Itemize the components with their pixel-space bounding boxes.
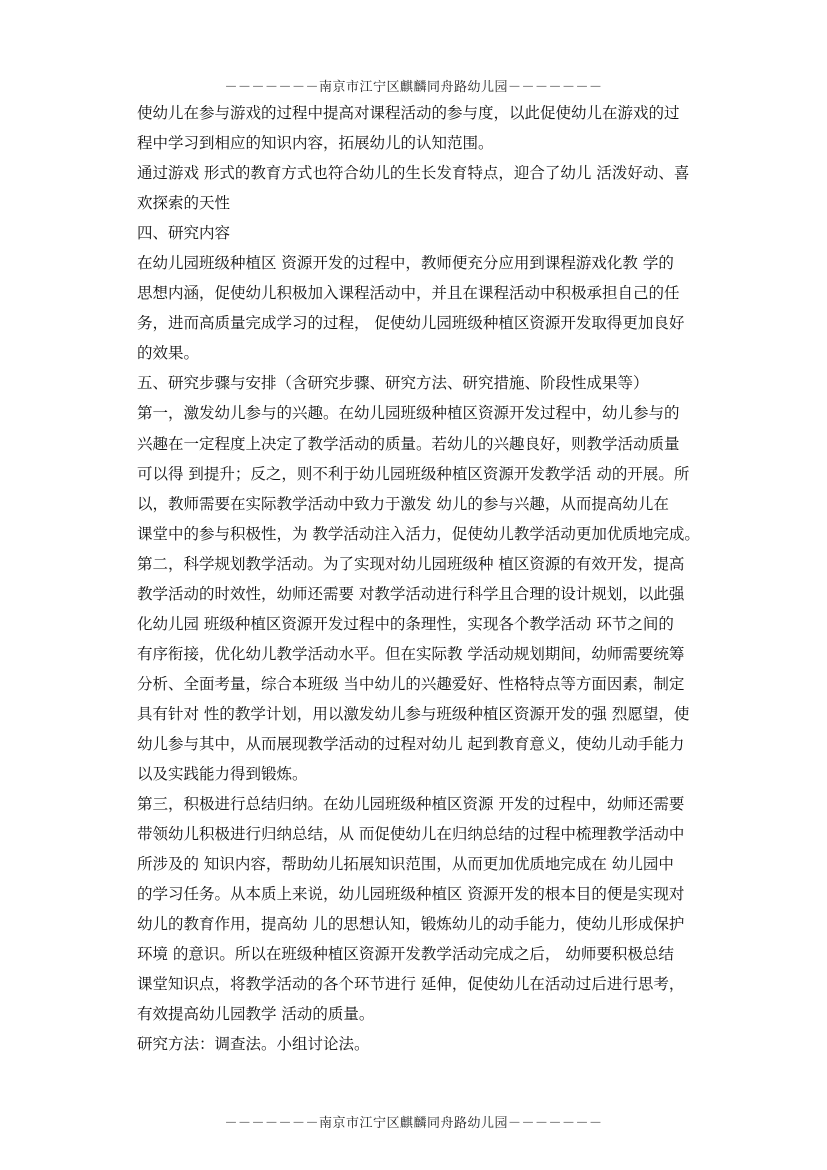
text-line: 的效果。 (137, 344, 200, 363)
text-line: 兴趣在一定程度上决定了教学活动的质量。若幼儿的兴趣良好，则教学活动质量 (137, 434, 680, 453)
text-line: 的学习任务。从本质上来说，幼儿园班级种植区 资源开发的根本目的便是实现对 (137, 885, 685, 904)
text-line: 课堂知识点，将教学活动的各个环节进行 延伸，促使幼儿在活动过后进行思考， (137, 975, 685, 994)
text-line: 第一，激发幼儿参与的兴趣。在幼儿园班级种植区资源开发过程中，幼儿参与的 (137, 404, 680, 423)
text-line: 通过游戏 形式的教育方式也符合幼儿的生长发育特点，迎合了幼儿 活泼好动、喜 (137, 164, 690, 183)
text-line: 带领幼儿积极进行归纳总结，从 而促使幼儿在归纳总结的过程中梳理教学活动中 (137, 825, 685, 844)
document-body (137, 98, 737, 1060)
text-line: 以及实践能力得到锻炼。 (137, 765, 308, 784)
text-line: 务，进而高质量完成学习的过程， 促使幼儿园班级种植区资源开发取得更加良好 (137, 314, 685, 333)
section-heading: 四、研究内容 (137, 224, 231, 243)
text-line: 环境 的意识。所以在班级种植区资源开发教学活动完成之后， 幼师要积极总结 (137, 945, 674, 964)
text-line: 在幼儿园班级种植区 资源开发的过程中，教师便充分应用到课程游戏化教 学的 (137, 254, 674, 273)
text-line: 使幼儿在参与游戏的过程中提高对课程活动的参与度，以此促使幼儿在游戏的过 (137, 104, 680, 122)
text-line: 可以得 到提升；反之，则不利于幼儿园班级种植区资源开发教学活 动的开展。所 (137, 464, 690, 483)
text-line: 幼儿的教育作用，提高幼 儿的思想认知，锻炼幼儿的动手能力，使幼儿形成保护 (137, 915, 685, 934)
text-line: 幼儿参与其中，从而展现教学活动的过程对幼儿 起到教育意义，使幼儿动手能力 (137, 734, 685, 753)
text-line: 第三，积极进行总结归纳。在幼儿园班级种植区资源 开发的过程中，幼师还需要 (137, 795, 685, 814)
text-line: 程中学习到相应的知识内容，拓展幼儿的认知范围。 (137, 134, 494, 153)
text-line: 研究方法：调查法。小组讨论法。 (137, 1035, 370, 1054)
text-line: 思想内涵，促使幼儿积极加入课程活动中，并且在课程活动中积极承担自己的任 (137, 284, 680, 303)
text-line: 教学活动的时效性，幼师还需要 对教学活动进行科学且合理的设计规划，以此强 (137, 584, 685, 603)
text-line: 有序衔接，优化幼儿教学活动水平。但在实际教 学活动规划期间，幼师需要统筹 (137, 644, 685, 663)
text-line: 以，教师需要在实际教学活动中致力于激发 幼儿的参与兴趣，从而提高幼儿在 (137, 494, 669, 513)
text-line: 化幼儿园 班级种植区资源开发过程中的条理性，实现各个教学活动 环节之间的 (137, 614, 674, 633)
text-line: 有效提高幼儿园教学 活动的质量。 (137, 1005, 375, 1024)
text-line: 具有针对 性的教学计划，用以激发幼儿参与班级种植区资源开发的强 烈愿望，使 (137, 704, 690, 723)
text-line: 所涉及的 知识内容，帮助幼儿拓展知识范围，从而更加优质地完成在 幼儿园中 (137, 855, 674, 874)
text-line: 欢探索的天性 (137, 194, 231, 213)
page-header: －－－－－－－南京市江宁区麒麟同舟路幼儿园－－－－－－－ (224, 80, 603, 95)
page-footer: －－－－－－－南京市江宁区麒麟同舟路幼儿园－－－－－－－ (224, 1116, 603, 1131)
text-line: 课堂中的参与积极性，为 教学活动注入活力，促使幼儿教学活动更加优质地完成。 (137, 524, 700, 543)
text-line: 分析、全面考量，综合本班级 当中幼儿的兴趣爱好、性格特点等方面因素，制定 (137, 674, 685, 693)
text-line: 第二，科学规划教学活动。为了实现对幼儿园班级种 植区资源的有效开发，提高 (137, 554, 685, 573)
section-heading: 五、研究步骤与安排（含研究步骤、研究方法、研究措施、阶段性成果等） (137, 374, 649, 393)
